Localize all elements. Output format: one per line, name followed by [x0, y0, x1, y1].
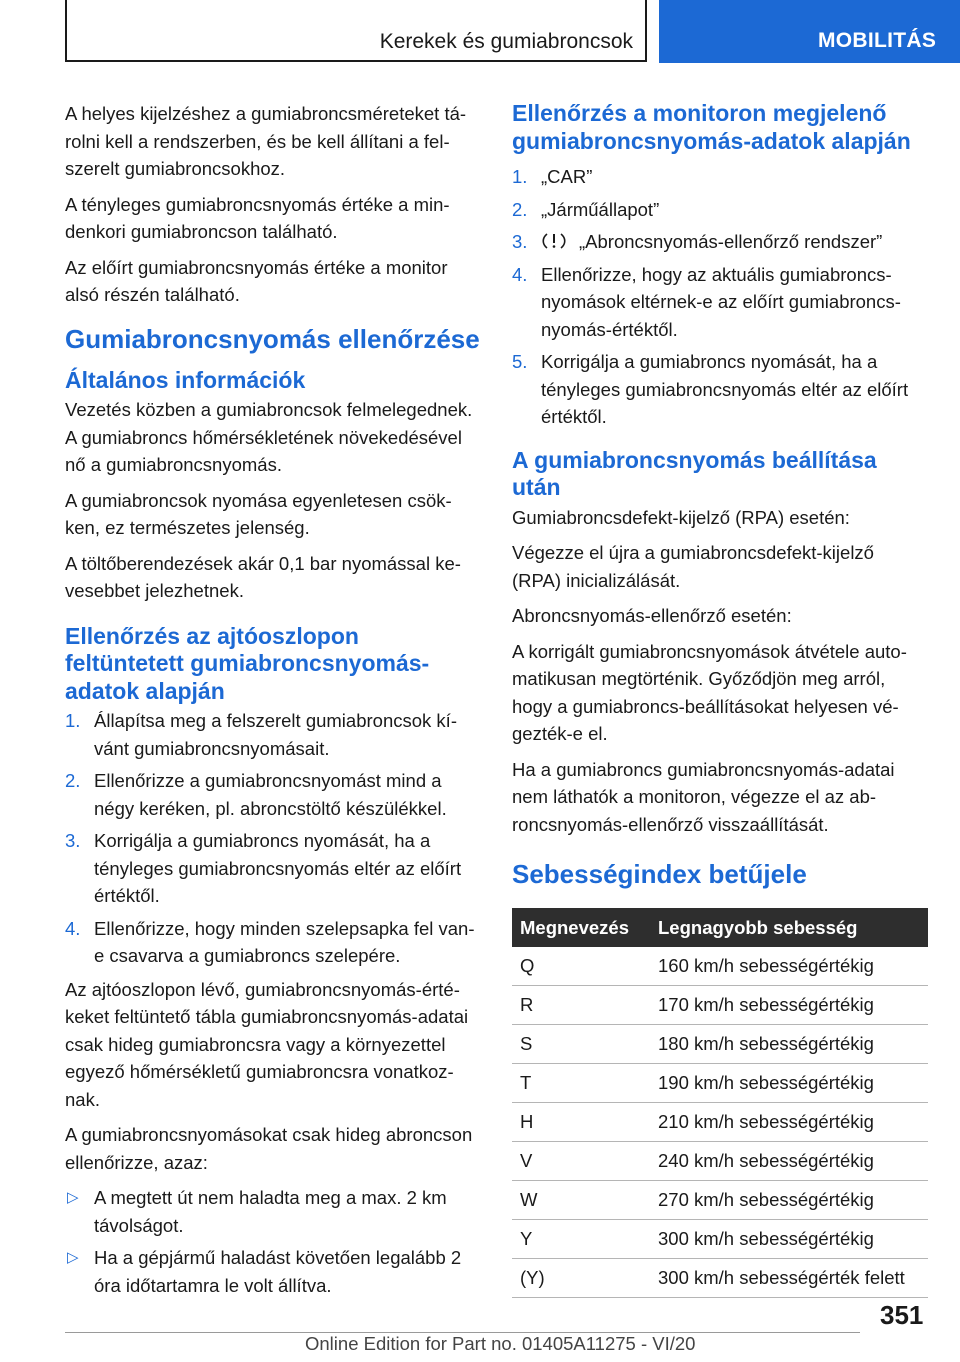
after-paragraph: A korrigált gumiabroncsnyomások átvétele automatikusan megtörténik. Győződjön meg arról, hogy a gumiabroncs-beállításokat helyesen végezték-e el. — [512, 640, 907, 744]
step-text: Ellenőrizze, hogy az aktuális gumiabroncsnyomások eltérnek-e az előírt gumiabroncsnyomás-értéktől. — [541, 263, 901, 340]
general-paragraph: Vezetés közben a gumiabroncsok felmelegednek. A gumiabroncs hőmérsékletének növekedésével nő a gumiabroncsnyomás. — [65, 399, 473, 475]
step-number: 5. — [512, 351, 528, 372]
max-speed: 170 km/h sebességértékig — [650, 986, 928, 1025]
speed-letter: H — [512, 1103, 650, 1142]
list-item — [512, 163, 928, 191]
step-number: 2. — [512, 198, 528, 220]
tire-pressure-warning-icon — [541, 230, 567, 248]
step-text: Ellenőrizze a gumiabroncsnyomást mind a négy keréken, pl. abroncstöltő készülékkel. — [94, 770, 447, 819]
general-info-heading: Általános információk — [65, 366, 306, 393]
list-item — [512, 228, 928, 256]
step-number: 4. — [65, 917, 81, 939]
speed-letter: R — [512, 986, 650, 1025]
list-item — [65, 915, 480, 970]
page-number: 351 — [880, 1300, 924, 1330]
edition-footer: Online Edition for Part no. 01405A11275 - VI/20 — [305, 1333, 696, 1354]
list-item — [512, 196, 928, 224]
step-text: Állapítsa meg a felszerelt gumiabroncsok kívánt gumiabroncsnyomásait. — [94, 710, 457, 759]
max-speed: 190 km/h sebességértékig — [650, 1064, 928, 1103]
table-row — [512, 1181, 928, 1220]
bullet-text: Ha a gépjármű haladást követően legalább 2 óra időtartamra le volt állítva. — [94, 1247, 462, 1296]
speed-index-heading: Sebességindex betűjele — [512, 859, 807, 889]
list-item — [65, 1244, 480, 1299]
monitor-heading: Ellenőrzés a monitoron megjelenő gumiabroncsnyomás-adatok alapján — [512, 100, 911, 154]
general-paragraph: A gumiabroncsok nyomása egyenletesen csökken, ez természetes jelenség. — [65, 489, 452, 538]
table-row — [512, 1259, 928, 1298]
table-header-row — [512, 908, 928, 947]
general-paragraph: A töltőberendezések akár 0,1 bar nyomással kevesebbet jelezhetnek. — [65, 552, 461, 601]
list-item — [65, 707, 480, 762]
triangle-bullet-icon: ▷ — [67, 1189, 79, 1206]
table-row — [512, 1142, 928, 1181]
step-text: Korrigálja a gumiabroncs nyomását, ha a tényleges gumiabroncsnyomás eltér az előírt értéktől. — [94, 830, 462, 906]
step-text: „Járműállapot” — [541, 198, 660, 220]
after-paragraph: Abroncsnyomás-ellenőrző esetén: — [512, 605, 792, 626]
list-item — [512, 348, 928, 431]
step-text: „CAR” — [541, 166, 593, 187]
speed-letter: T — [512, 1064, 650, 1103]
after-paragraph: Végezze el újra a gumiabroncsdefekt-kijelző (RPA) inicializálását. — [512, 542, 874, 591]
max-speed: 300 km/h sebességérték felett — [650, 1259, 928, 1298]
speed-letter: Y — [512, 1220, 650, 1259]
column-header: Legnagyobb sebesség — [650, 908, 928, 947]
max-speed: 160 km/h sebességértékig — [650, 947, 928, 986]
list-item — [65, 827, 480, 910]
main-heading: Gumiabroncsnyomás ellenőrzése — [65, 323, 480, 354]
table-row — [512, 1025, 928, 1064]
right-column — [512, 100, 928, 1298]
step-text: „Abroncsnyomás-ellenőrző rendszer” — [579, 231, 883, 252]
max-speed: 270 km/h sebességértékig — [650, 1181, 928, 1220]
table-row — [512, 947, 928, 986]
step-number: 4. — [512, 263, 528, 285]
intro-paragraph: A helyes kijelzéshez a gumiabroncsméreteket tárolni kell a rendszerben, és be kell állítani a felszerelt gumiabroncsokhoz. — [65, 103, 467, 179]
speed-letter: S — [512, 1025, 650, 1064]
bullet-text: A megtett út nem haladta meg a max. 2 km távolságot. — [94, 1187, 447, 1236]
speed-index-table — [512, 908, 928, 1298]
cold-tire-conditions — [65, 1184, 480, 1299]
list-item — [65, 1184, 480, 1239]
max-speed: 180 km/h sebességértékig — [650, 1025, 928, 1064]
section-title: Kerekek és gumiabroncsok — [379, 30, 633, 53]
step-text: Korrigálja a gumiabroncs nyomását, ha a tényleges gumiabroncsnyomás eltér az előírt értéktől. — [541, 351, 909, 427]
step-text: Ellenőrizze, hogy minden szelepsapka fel van-e csavarva a gumiabroncs szelepére. — [94, 917, 475, 966]
table-row — [512, 1103, 928, 1142]
column-header: Megnevezés — [512, 908, 650, 947]
step-number: 3. — [512, 231, 528, 252]
header-chapter-box — [659, 0, 960, 63]
list-item — [512, 261, 928, 344]
speed-letter: W — [512, 1181, 650, 1220]
after-adjust-heading: A gumiabroncsnyomás beállítása után — [512, 446, 877, 500]
chapter-title: MOBILITÁS — [818, 29, 937, 52]
max-speed: 210 km/h sebességértékig — [650, 1103, 928, 1142]
doorpost-paragraph: Az ajtóoszlopon lévő, gumiabroncsnyomás-értékeket feltüntető tábla gumiabroncsnyomás-adatai csak hideg gumiabroncsra vagy a környezettel egyező hőmérsékletű gumiabroncsra vonatkoznak. — [65, 978, 469, 1110]
speed-letter: Q — [512, 947, 650, 986]
header-section-box — [65, 0, 647, 62]
step-number: 1. — [512, 166, 528, 187]
list-item — [65, 767, 480, 822]
speed-letter: V — [512, 1142, 650, 1181]
table-row — [512, 986, 928, 1025]
intro-paragraph: A tényleges gumiabroncsnyomás értéke a mindenkori gumiabroncson található. — [65, 193, 450, 242]
speed-letter: (Y) — [512, 1259, 650, 1298]
after-paragraph: Ha a gumiabroncs gumiabroncsnyomás-adatai nem láthatók a monitoron, végezze el az abroncsnyomás-ellenőrző visszaállítását. — [512, 758, 895, 835]
step-number: 2. — [65, 770, 81, 791]
step-number: 1. — [65, 710, 81, 731]
max-speed: 240 km/h sebességértékig — [650, 1142, 928, 1181]
table-row — [512, 1220, 928, 1259]
table-row — [512, 1064, 928, 1103]
triangle-bullet-icon: ▷ — [67, 1249, 79, 1266]
doorpost-paragraph: A gumiabroncsnyomásokat csak hideg abroncson ellenőrizze, azaz: — [65, 1124, 473, 1173]
step-number: 3. — [65, 830, 81, 851]
intro-paragraph: Az előírt gumiabroncsnyomás értéke a monitor alsó részén található. — [65, 256, 448, 305]
doorpost-heading: Ellenőrzés az ajtóoszlopon feltüntetett gumiabroncsnyomásadatok alapján — [65, 622, 430, 704]
max-speed: 300 km/h sebességértékig — [650, 1220, 928, 1259]
after-paragraph: Gumiabroncsdefekt-kijelző (RPA) esetén: — [512, 506, 850, 528]
monitor-steps — [512, 163, 928, 431]
left-column — [65, 100, 480, 1305]
doorpost-steps — [65, 707, 480, 970]
